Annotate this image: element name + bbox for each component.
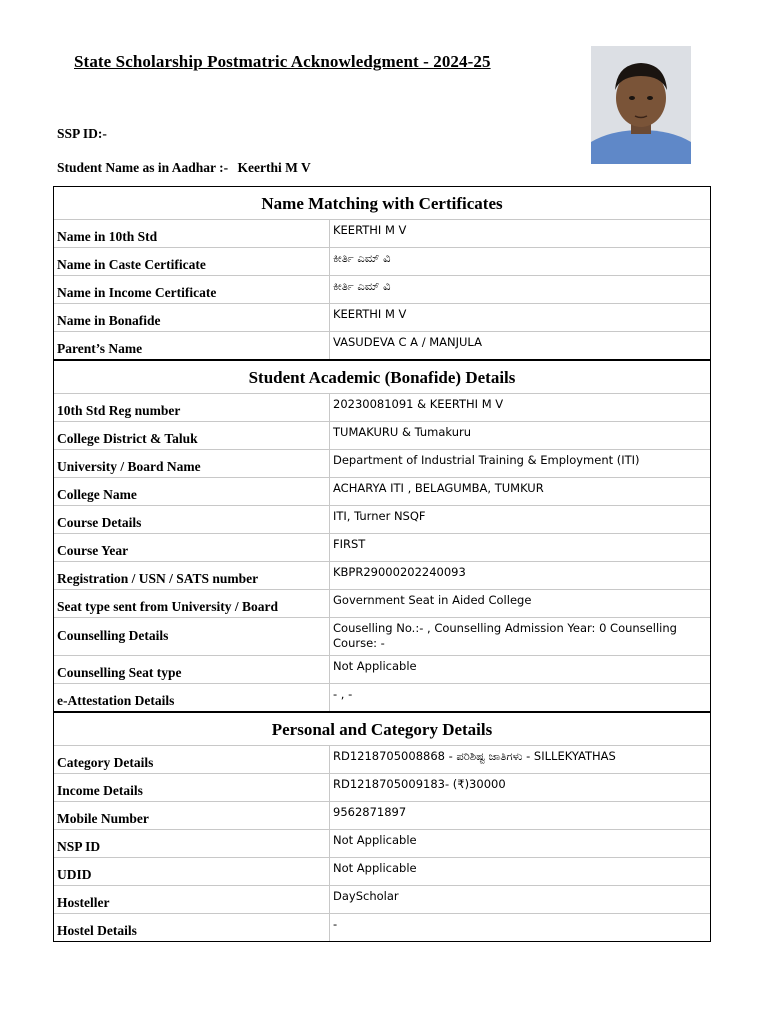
table-row xyxy=(54,684,710,711)
table-row xyxy=(54,656,710,684)
academic-details-section xyxy=(53,360,711,712)
row-value: TUMAKURU & Tumakuru xyxy=(333,425,471,439)
row-value: - , - xyxy=(333,687,353,701)
section-title: Student Academic (Bonafide) Details xyxy=(54,361,710,394)
student-name-line xyxy=(57,160,311,176)
table-row xyxy=(54,534,710,562)
row-value: Not Applicable xyxy=(333,833,417,847)
student-photo xyxy=(591,46,691,164)
row-label: College District & Taluk xyxy=(54,422,330,449)
row-label: Name in Income Certificate xyxy=(54,276,330,303)
row-label: University / Board Name xyxy=(54,450,330,477)
row-label: 10th Std Reg number xyxy=(54,394,330,421)
row-value: KBPR29000202240093 xyxy=(333,565,466,579)
row-label: Course Year xyxy=(54,534,330,561)
table-row xyxy=(54,304,710,332)
table-row xyxy=(54,914,710,941)
table-row xyxy=(54,590,710,618)
table-row xyxy=(54,506,710,534)
row-label: Registration / USN / SATS number xyxy=(54,562,330,589)
table-row xyxy=(54,858,710,886)
student-name-value: Keerthi M V xyxy=(237,160,311,175)
row-value: KEERTHI M V xyxy=(333,307,407,321)
row-value: KEERTHI M V xyxy=(333,223,407,237)
row-label: Course Details xyxy=(54,506,330,533)
table-row xyxy=(54,802,710,830)
table-row xyxy=(54,332,710,359)
ssp-id-label: SSP ID:- xyxy=(57,126,107,141)
table-row xyxy=(54,478,710,506)
page-title: State Scholarship Postmatric Acknowledgment - 2024-25 xyxy=(74,52,491,71)
row-label: Category Details xyxy=(54,746,330,773)
row-label: Name in Bonafide xyxy=(54,304,330,331)
row-label: Hostel Details xyxy=(54,914,330,941)
row-value: ಕೀರ್ತಿ ಎಮ್ ವಿ xyxy=(333,251,391,265)
table-row xyxy=(54,450,710,478)
row-label: e-Attestation Details xyxy=(54,684,330,711)
table-row xyxy=(54,422,710,450)
student-name-label: Student Name as in Aadhar :- xyxy=(57,160,229,175)
row-value: ACHARYA ITI , BELAGUMBA, TUMKUR xyxy=(333,481,544,495)
row-value: DayScholar xyxy=(333,889,399,903)
row-label: Hosteller xyxy=(54,886,330,913)
row-label: Income Details xyxy=(54,774,330,801)
row-value: VASUDEVA C A / MANJULA xyxy=(333,335,482,349)
row-value: ಕೀರ್ತಿ ಎಮ್ ವಿ xyxy=(333,279,391,293)
row-label: Seat type sent from University / Board xyxy=(54,590,330,617)
name-matching-section xyxy=(53,186,711,360)
row-label: Name in 10th Std xyxy=(54,220,330,247)
table-row xyxy=(54,248,710,276)
table-row xyxy=(54,886,710,914)
row-value: Department of Industrial Training & Employment (ITI) xyxy=(333,453,640,467)
section-title: Name Matching with Certificates xyxy=(54,187,710,220)
row-label: Name in Caste Certificate xyxy=(54,248,330,275)
section-title: Personal and Category Details xyxy=(54,713,710,746)
row-value: - xyxy=(333,917,338,931)
row-label: Parent’s Name xyxy=(54,332,330,359)
row-value: Government Seat in Aided College xyxy=(333,593,532,607)
row-value: Not Applicable xyxy=(333,861,417,875)
table-row xyxy=(54,618,710,656)
row-label: Counselling Details xyxy=(54,618,330,655)
row-value: Couselling No.:- , Counselling Admission Year: 0 Counselling Course: - xyxy=(333,621,677,650)
table-row xyxy=(54,746,710,774)
row-label: NSP ID xyxy=(54,830,330,857)
row-value: RD1218705009183- (₹)30000 xyxy=(333,777,506,791)
student-portrait-image xyxy=(591,46,691,164)
table-row xyxy=(54,830,710,858)
row-label: UDID xyxy=(54,858,330,885)
personal-category-section xyxy=(53,712,711,942)
table-row xyxy=(54,394,710,422)
row-label: Counselling Seat type xyxy=(54,656,330,683)
row-value: RD1218705008868 - ಪರಿಶಿಷ್ಟ ಜಾತಿಗಳು - SILLEKYATHAS xyxy=(333,749,616,763)
row-value: 9562871897 xyxy=(333,805,407,819)
row-label: Mobile Number xyxy=(54,802,330,829)
table-row xyxy=(54,562,710,590)
table-row xyxy=(54,220,710,248)
row-value: 20230081091 & KEERTHI M V xyxy=(333,397,504,411)
row-value: Not Applicable xyxy=(333,659,417,673)
table-row xyxy=(54,774,710,802)
row-label: College Name xyxy=(54,478,330,505)
table-row xyxy=(54,276,710,304)
row-value: ITI, Turner NSQF xyxy=(333,509,426,523)
row-value: FIRST xyxy=(333,537,366,551)
